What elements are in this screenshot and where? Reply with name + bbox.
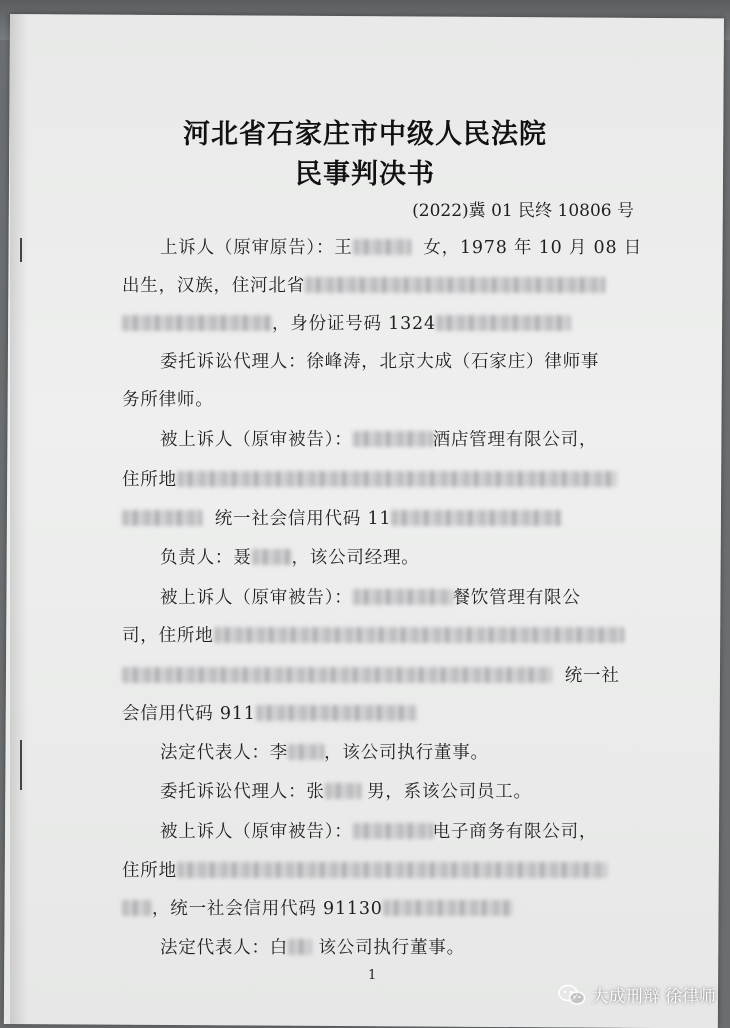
redacted-text xyxy=(177,471,617,487)
text-line xyxy=(122,857,607,882)
text-line xyxy=(122,272,605,297)
redacted-text xyxy=(305,277,605,293)
redacted-text xyxy=(436,315,571,331)
wechat-icon xyxy=(558,984,586,1006)
text-line xyxy=(122,310,571,335)
line-text: 法定代表人：李 xyxy=(160,743,289,763)
court-title: 河北省石家庄市中级人民法院 xyxy=(183,119,547,150)
text-line xyxy=(160,778,532,803)
redacted-text xyxy=(177,862,607,878)
redacted-text xyxy=(325,783,361,799)
text-line xyxy=(160,234,642,259)
line-text: 男，系该公司员工。 xyxy=(367,782,532,802)
redacted-text xyxy=(214,627,624,643)
line-text: 该公司执行董事。 xyxy=(318,938,465,958)
redacted-text xyxy=(252,549,292,565)
redacted-text xyxy=(122,667,552,683)
redacted-text xyxy=(353,589,453,605)
document-type-title: 民事判决书 xyxy=(295,159,435,190)
line-text: ，身份证号码 1324 xyxy=(272,314,436,334)
text-line xyxy=(160,818,597,843)
line-text: 统一社 xyxy=(564,666,620,686)
line-text: 电子商务有限公司， xyxy=(432,822,598,842)
line-text: 被上诉人（原审被告）： xyxy=(160,430,353,450)
line-text: 住所地 xyxy=(122,861,177,881)
text-line xyxy=(160,934,465,959)
text-line xyxy=(122,700,416,725)
redacted-text xyxy=(353,431,433,447)
binding-mark xyxy=(20,740,22,790)
redacted-text xyxy=(383,900,513,916)
case-number: (2022)冀 01 民终 10806 号 xyxy=(412,201,634,221)
line-text: 司，住所地 xyxy=(122,626,214,646)
redacted-text xyxy=(122,900,152,916)
text-line xyxy=(122,505,561,530)
line-text: ，该公司经理。 xyxy=(291,548,420,568)
line-text: 酒店管理有限公司， xyxy=(432,430,598,450)
line-text: 女，1978 年 10 月 08 日 xyxy=(423,238,643,258)
text-line xyxy=(122,662,620,687)
text-line xyxy=(160,739,489,764)
line-text: 委托诉讼代理人：张 xyxy=(160,782,325,802)
line-text: ，统一社会信用代码 91130 xyxy=(152,899,383,919)
watermark-text: 大成刑辩 徐律师 xyxy=(591,987,716,1007)
redacted-text xyxy=(288,939,312,955)
page-number: 1 xyxy=(368,968,377,983)
text-line xyxy=(160,426,597,451)
redacted-text xyxy=(353,823,433,839)
text-line: 务所律师。 xyxy=(122,390,214,410)
line-text: 法定代表人：白 xyxy=(160,938,289,958)
text-line xyxy=(122,622,624,647)
line-text: ，该公司执行董事。 xyxy=(324,743,489,763)
text-line xyxy=(160,544,420,569)
redacted-text xyxy=(122,510,202,526)
redacted-text xyxy=(391,510,561,526)
line-text: 住所地 xyxy=(122,470,177,490)
redacted-text xyxy=(353,239,411,255)
redacted-text xyxy=(288,744,324,760)
line-text: 统一社会信用代码 11 xyxy=(214,509,392,529)
line-text: 出生，汉族，住河北省 xyxy=(122,276,305,296)
redacted-text xyxy=(122,315,272,331)
text-line xyxy=(160,584,581,609)
text-line xyxy=(122,466,617,491)
watermark xyxy=(558,982,716,1007)
line-text: 餐饮管理有限公 xyxy=(452,588,581,608)
line-text: 上诉人（原审原告）：王 xyxy=(160,238,353,258)
line-text: 被上诉人（原审被告）： xyxy=(160,588,353,608)
text-line: 委托诉讼代理人：徐峰涛，北京大成（石家庄）律师事 xyxy=(160,352,600,372)
line-text: 会信用代码 911 xyxy=(122,704,256,724)
redacted-text xyxy=(256,705,416,721)
line-text: 负责人：聂 xyxy=(160,548,252,568)
line-text: 被上诉人（原审被告）： xyxy=(160,822,353,842)
binding-mark xyxy=(20,238,22,262)
text-line xyxy=(122,895,513,920)
